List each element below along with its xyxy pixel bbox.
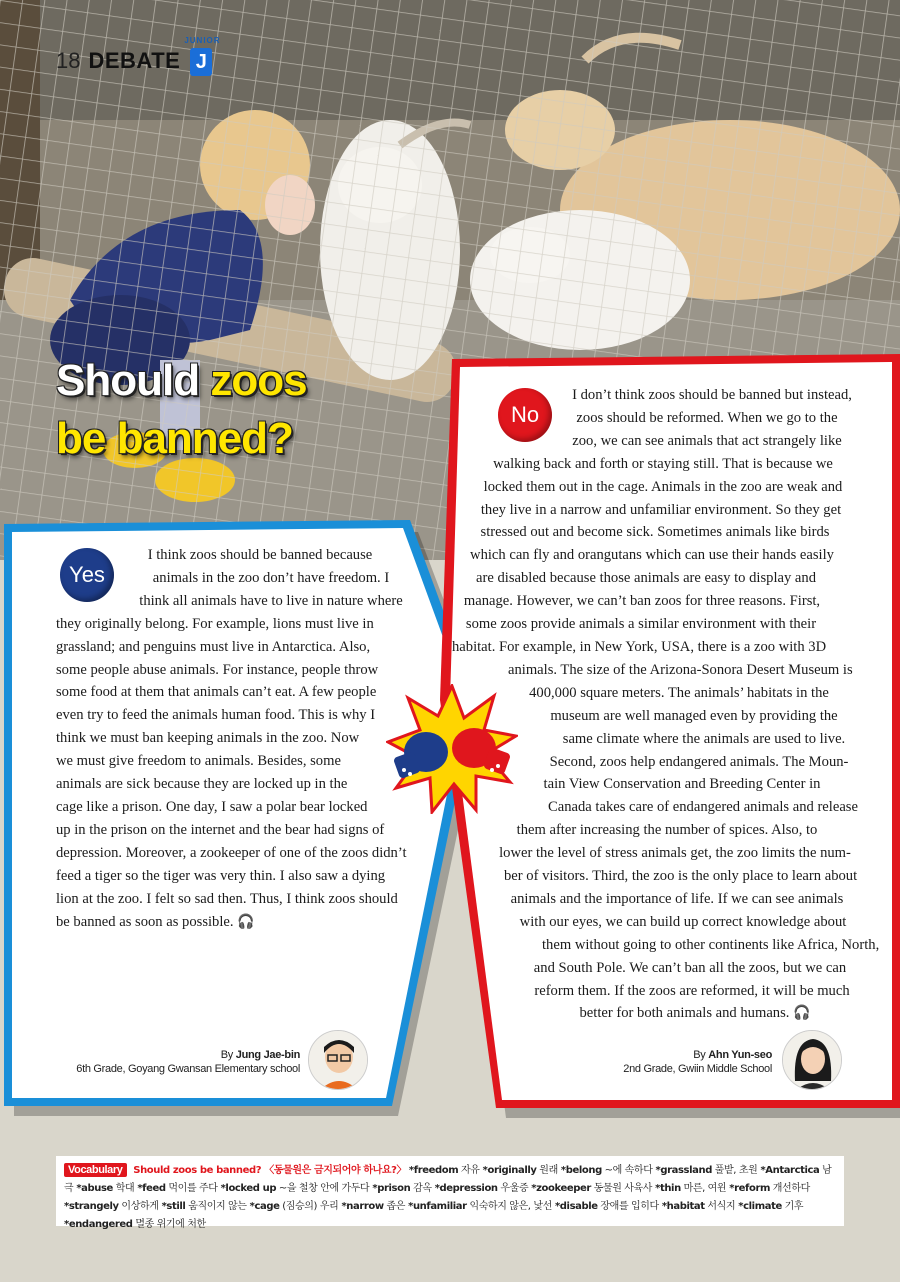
term-word: *reform (726, 1183, 771, 1194)
term-word: *zookeeper (528, 1183, 591, 1194)
vocabulary-term (726, 1183, 810, 1194)
vocabulary-term (64, 1219, 206, 1230)
no-chip: No (498, 388, 552, 442)
article-title (56, 352, 307, 468)
term-word: *freedom (408, 1165, 459, 1176)
no-line: Canada takes care of endangered animals and release (548, 799, 858, 816)
yes-line: be banned as soon as possible. (56, 913, 234, 930)
no-line: manage. However, we can’t ban zoos for three reasons. First, (463, 593, 821, 610)
term-word: *abuse (73, 1183, 113, 1194)
term-meaning: 풀밭, 초원 (711, 1165, 758, 1176)
term-meaning: 움직이지 않는 (185, 1201, 247, 1212)
badge-letter: J (190, 48, 212, 76)
no-line: animals and the importance of life. If we can see animals (510, 890, 844, 907)
page-header (56, 36, 221, 78)
yes-line: animals in the zoo don’t have freedom. I (152, 569, 390, 586)
no-line: better for both animals and humans. (579, 1005, 790, 1022)
junior-badge (184, 36, 221, 78)
no-byline (623, 1048, 772, 1076)
vocabulary-term (369, 1183, 431, 1194)
yes-line: depression. Moreover, a zookeeper of one of the zoos didn’t (56, 844, 407, 861)
yes-byline (76, 1048, 300, 1076)
term-meaning: ~에 속하다 (601, 1165, 653, 1176)
no-line: Second, zoos help endangered animals. The Moun- (549, 753, 849, 770)
no-line: reform them. If the zoos are reformed, it will be much (534, 982, 850, 999)
yes-line: they originally belong. For example, lions must live in (56, 615, 374, 632)
term-word: *belong (557, 1165, 602, 1176)
headphones-icon[interactable]: 🎧 (793, 1005, 811, 1022)
term-word: *depression (431, 1183, 498, 1194)
term-word: *originally (479, 1165, 537, 1176)
page-number: 18 (56, 48, 81, 73)
section-label: DEBATE (88, 48, 181, 73)
yes-line: some food at them that animals can’t eat. A few people (56, 684, 377, 701)
author-school: 2nd Grade, Gwiin Middle School (623, 1063, 772, 1075)
no-line: walking back and forth or staying still. That is because we (493, 455, 833, 472)
no-line: zoo, we can see animals that act strangely like (572, 432, 842, 449)
vocabulary-term (338, 1201, 405, 1212)
no-line: habitat. For example, in New York, USA, there is a zoo with 3D (452, 638, 827, 655)
yes-line: up in the prison on the internet and the bear had signs of (56, 821, 385, 838)
byline-prefix: By (693, 1049, 709, 1061)
term-word: *unfamiliar (405, 1201, 467, 1212)
avatar (782, 1030, 842, 1090)
term-meaning: (짐승의) 우리 (279, 1201, 339, 1212)
headphones-icon[interactable]: 🎧 (237, 913, 255, 930)
term-word: *habitat (658, 1201, 705, 1212)
no-line: tain View Conservation and Breeding Center in (543, 776, 821, 793)
term-meaning: 동물원 사육사 (590, 1183, 653, 1194)
title-yellow: zoos (210, 356, 307, 405)
term-meaning: 장애를 입히다 (597, 1201, 659, 1212)
term-meaning: 익숙하지 않은, 낯선 (466, 1201, 552, 1212)
vocabulary-term (432, 1183, 529, 1194)
term-meaning: ~을 철창 안에 가두다 (276, 1183, 370, 1194)
author-name: Ahn Yun-seo (708, 1049, 772, 1061)
term-meaning: 자유 (458, 1165, 480, 1176)
no-line: museum are well managed even by providing the (550, 707, 838, 724)
no-line: which can fly and orangutans which can use their hands easily (470, 547, 834, 564)
yes-argument (56, 544, 416, 933)
term-word: *strangely (64, 1201, 119, 1212)
author-name: Jung Jae-bin (235, 1049, 300, 1061)
vocabulary-term (552, 1201, 659, 1212)
yes-line: I think zoos should be banned because (147, 547, 373, 563)
no-line: they live in a narrow and unfamiliar environment. So they get (480, 501, 842, 518)
vocabulary-term (218, 1183, 370, 1194)
term-meaning: 좁은 (383, 1201, 406, 1212)
vocabulary-term (64, 1201, 158, 1212)
term-meaning: 감옥 (410, 1183, 432, 1194)
yes-line: cage like a prison. One day, I saw a polar bear locked (56, 798, 368, 815)
no-line: ber of visitors. Third, the zoo is the only place to learn about (504, 868, 858, 885)
no-line: same climate where the animals are used to live. (562, 730, 846, 747)
vocabulary-term (158, 1201, 246, 1212)
yes-line: animals are sick because they are locked up in the (56, 776, 348, 793)
no-line: them without going to other continents like Africa, North, (542, 936, 880, 953)
vocabulary-term (73, 1183, 134, 1194)
no-line: some zoos provide animals a similar environment with their (465, 616, 817, 633)
term-word: *still (158, 1201, 186, 1212)
yes-line: think all animals have to live in nature where (139, 592, 403, 609)
vocabulary-term (134, 1183, 217, 1194)
vocabulary-term (480, 1165, 558, 1176)
vocabulary-tag: Vocabulary (64, 1163, 127, 1177)
author-school: 6th Grade, Goyang Gwansan Elementary school (76, 1063, 300, 1075)
yes-line: think we must ban keeping animals in the zoo. Now (56, 730, 360, 747)
term-word: *thin (652, 1183, 681, 1194)
term-word: *cage (246, 1201, 280, 1212)
vocabulary-term (247, 1201, 339, 1212)
vocabulary-term (659, 1201, 735, 1212)
term-meaning: 먹이를 주다 (165, 1183, 218, 1194)
yes-line: even try to feed the animals human food. This is why I (56, 707, 376, 724)
title-line2: be banned? (56, 414, 293, 463)
vocabulary-box (56, 1156, 844, 1230)
vocabulary-term (409, 1165, 480, 1176)
term-meaning: 서식지 (704, 1201, 736, 1212)
term-word: *endangered (64, 1219, 133, 1230)
avatar (308, 1030, 368, 1090)
no-line: with our eyes, we can build up correct knowledge about (519, 913, 847, 930)
title-white: Should (56, 356, 211, 405)
yes-line: feed a tiger so the tiger was very thin. I also saw a dying (56, 867, 386, 884)
term-meaning: 마른, 여윈 (680, 1183, 727, 1194)
vocabulary-term (528, 1183, 652, 1194)
yes-line: some people abuse animals. For instance, people throw (56, 661, 379, 678)
term-meaning: 이상하게 (118, 1201, 159, 1212)
no-line: 400,000 square meters. The animals’ habitats in the (529, 684, 829, 701)
no-line: are disabled because those animals are easy to display and (476, 570, 816, 587)
term-word: *Antarctica (757, 1165, 820, 1176)
boxing-gloves-icon (386, 684, 518, 814)
vocabulary-term (652, 1183, 726, 1194)
no-line: zoos should be reformed. When we go to the (576, 409, 838, 426)
term-meaning: 개선하다 (770, 1183, 810, 1194)
vocabulary-question: Should zoos be banned? 〈동물원은 금지되어야 하나요?〉 (133, 1165, 407, 1176)
term-meaning: 학대 (112, 1183, 135, 1194)
term-meaning: 원래 (536, 1165, 558, 1176)
no-line: I don’t think zoos should be banned but instead, (572, 387, 852, 403)
yes-line: lion at the zoo. I felt so sad then. Thus, I think zoos should (56, 890, 398, 907)
term-word: *grassland (652, 1165, 712, 1176)
yes-chip: Yes (60, 548, 114, 602)
term-word: *feed (134, 1183, 166, 1194)
yes-line: grassland; and penguins must live in Antarctica. Also, (56, 638, 371, 655)
term-meaning: 멸종 위기에 처한 (132, 1219, 206, 1230)
yes-line: we must give freedom to animals. Besides, some (56, 753, 341, 770)
no-line: locked them out in the cage. Animals in the zoo are weak and (483, 478, 843, 495)
vocabulary-term (405, 1201, 552, 1212)
no-line: and South Pole. We can’t ban all the zoos, but we can (533, 959, 847, 976)
vocabulary-term (735, 1201, 803, 1212)
term-meaning: 우울증 (497, 1183, 529, 1194)
byline-prefix: By (220, 1049, 236, 1061)
badge-arc-text: JUNIOR (184, 36, 221, 45)
no-line: animals. The size of the Arizona-Sonora Desert Museum is (508, 661, 853, 678)
term-word: *disable (551, 1201, 598, 1212)
no-line: lower the level of stress animals get, the zoo limits the num- (499, 845, 851, 862)
vocabulary-term (558, 1165, 653, 1176)
term-meaning: 기후 (781, 1201, 804, 1212)
term-word: *locked up (217, 1183, 277, 1194)
vocabulary-term (652, 1165, 757, 1176)
term-word: *climate (735, 1201, 782, 1212)
no-line: stressed out and become sick. Sometimes animals like birds (480, 524, 830, 541)
no-line: them after increasing the number of spices. Also, to (516, 822, 818, 839)
term-word: *narrow (338, 1201, 384, 1212)
term-word: *prison (369, 1183, 411, 1194)
term-meaning: 남극 (64, 1165, 832, 1194)
